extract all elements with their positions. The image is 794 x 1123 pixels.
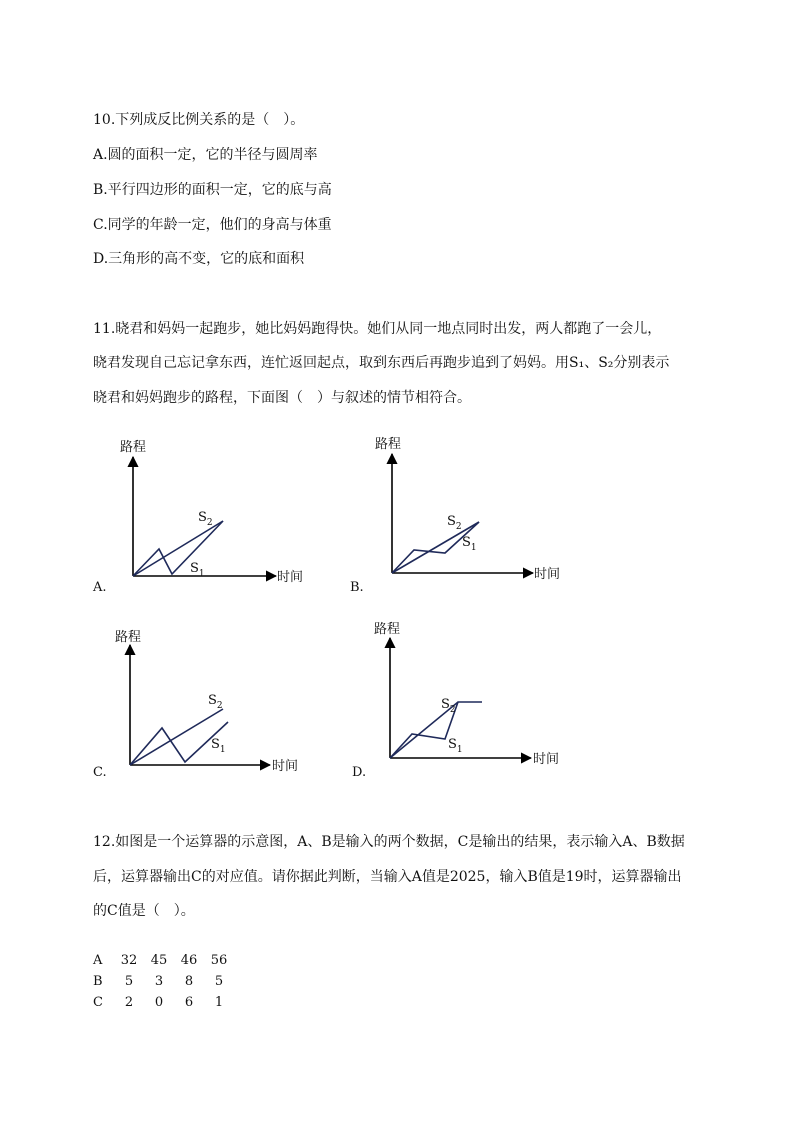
graph-c-ylabel: 路程	[115, 630, 142, 645]
table-cell: 1	[214, 994, 224, 1010]
graph-b-ylabel: 路程	[375, 437, 402, 452]
graph-c	[115, 625, 315, 785]
table-cell: 5	[214, 973, 224, 989]
table-cell: 32	[120, 952, 138, 968]
graph-a-s1-label: $S_1$	[190, 561, 205, 579]
graph-b-s2-label: $S_2$	[447, 514, 462, 532]
table-cell: 56	[210, 952, 228, 968]
graph-b-xlabel: 时间	[534, 567, 561, 582]
graph-d-ylabel: 路程	[374, 622, 401, 637]
graph-c-s2-label: $S_2$	[208, 693, 223, 711]
graph-d-s1-label: $S_1$	[448, 737, 463, 755]
graph-a-s2-label: $S_2$	[198, 510, 213, 528]
q10-option-a: A.圆的面积一定，它的半径与圆周率	[93, 147, 318, 163]
graph-d-s2-label: $S_2$	[441, 697, 456, 715]
q10-option-b: B.平行四边形的面积一定，它的底与高	[93, 182, 332, 198]
graph-d-option: D.	[352, 765, 367, 780]
q11-stem-line-2: 晓君发现自己忘记拿东西，连忙返回起点，取到东西后再跑步追到了妈妈。用S₁、S₂分别表示	[93, 355, 670, 371]
graph-b	[375, 432, 575, 592]
graph-c-xlabel: 时间	[272, 759, 299, 774]
graph-c-s1-label: $S_1$	[211, 737, 226, 755]
table-cell: 46	[180, 952, 198, 968]
q11-stem-line-3: 晓君和妈妈跑步的路程，下面图（ ）与叙述的情节相符合。	[93, 390, 471, 406]
table-row-head: C	[93, 994, 103, 1010]
q10-stem: 10.下列成反比例关系的是（ ）。	[93, 112, 305, 128]
table-row	[93, 971, 237, 992]
graph-a	[120, 435, 320, 595]
graph-a-xlabel: 时间	[277, 570, 304, 585]
table-cell: 6	[184, 994, 194, 1010]
graph-c-s2-line	[130, 709, 223, 765]
graph-b-option: B.	[350, 580, 364, 595]
graph-b-s1-label: $S_1$	[462, 535, 477, 553]
table-cell: 2	[124, 994, 134, 1010]
table-cell: 3	[154, 973, 164, 989]
q11-stem-line-1: 11.晓君和妈妈一起跑步，她比妈妈跑得快。她们从同一地点同时出发，两人都跑了一会儿，	[93, 321, 662, 337]
graph-d	[374, 617, 574, 777]
table-cell: 5	[124, 973, 134, 989]
q12-stem-line-2: 后，运算器输出C的对应值。请你据此判断，当输入A值是2025，输入B值是19时，运算器输出	[93, 869, 682, 885]
table-cell: 0	[154, 994, 164, 1010]
graph-c-option: C.	[93, 765, 107, 780]
q12-stem-line-3: 的C值是（ ）。	[93, 903, 195, 919]
graph-d-xlabel: 时间	[533, 752, 560, 767]
table-cell: 45	[150, 952, 168, 968]
table-row	[93, 950, 237, 971]
table-cell: 8	[184, 973, 194, 989]
q12-data-table	[93, 950, 237, 1013]
q12-stem-line-1: 12.如图是一个运算器的示意图，A、B是输入的两个数据，C是输出的结果，表示输入A、B数据	[93, 834, 685, 850]
table-row	[93, 992, 237, 1013]
q10-option-d: D.三角形的高不变，它的底和面积	[93, 251, 305, 267]
q10-option-c: C.同学的年龄一定，他们的身高与体重	[93, 217, 332, 233]
graph-a-ylabel: 路程	[120, 440, 147, 455]
table-row-head: B	[93, 973, 103, 989]
graph-d-s2-line	[390, 702, 482, 758]
graph-a-option: A.	[93, 580, 107, 595]
table-row-head: A	[93, 952, 103, 968]
